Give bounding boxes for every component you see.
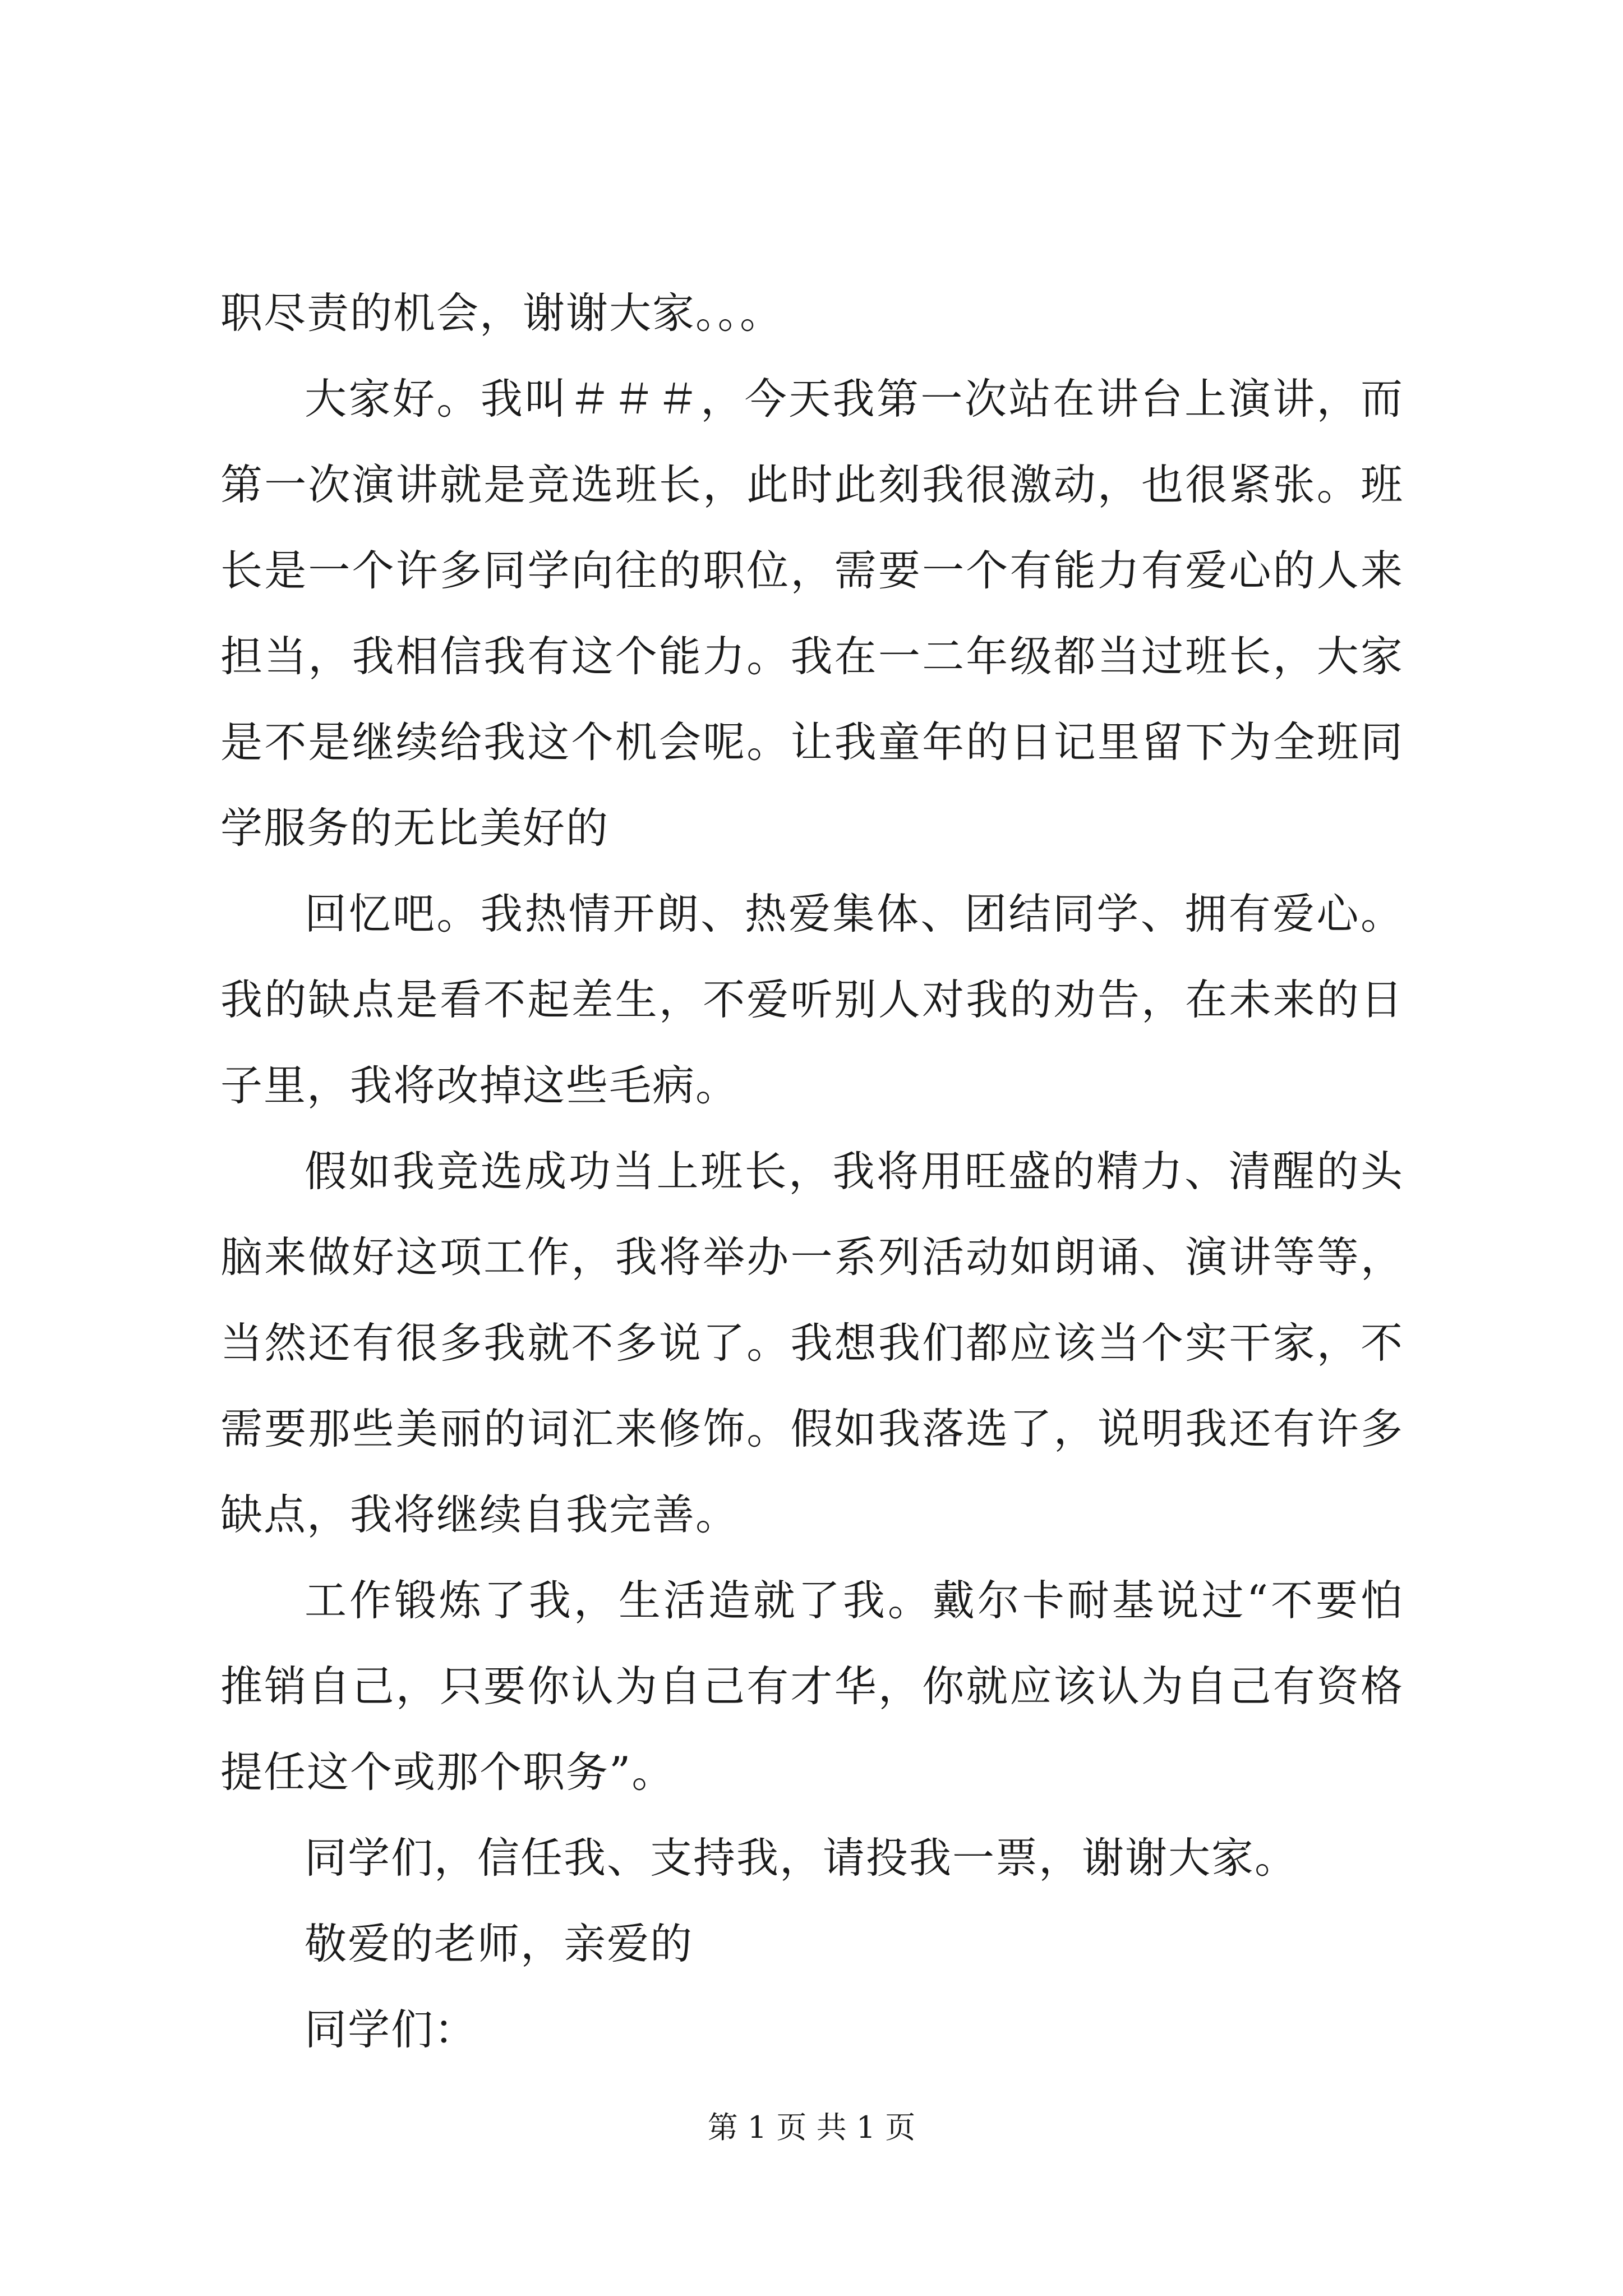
paragraph-introduction: 大家好。我叫＃＃＃，今天我第一次站在讲台上演讲，而第一次演讲就是竞选班长，此时此刻我很激动，也很紧张。班长是一个许多同学向往的职位，需要一个有能力有爱心的人来担当，我相信我有这个能力。我在一二年级都当过班长，大家是不是继续给我这个机会呢。让我童年的日记里留下为全班同学服务的无比美好的 bbox=[220, 374, 1404, 853]
paragraph-salutation: 敬爱的老师，亲爱的 bbox=[305, 1919, 694, 1968]
paragraph-strengths: 回忆吧。我热情开朗、热爱集体、团结同学、拥有爱心。我的缺点是看不起差生，不爱听别人对我的劝告，在未来的日子里，我将改掉这些毛病。 bbox=[220, 889, 1404, 1110]
paragraph-closing: 同学们，信任我、支持我，请投我一票，谢谢大家。 bbox=[305, 1833, 1298, 1883]
paragraph-salutation-continued: 同学们： bbox=[305, 2005, 478, 2054]
paragraph-continuation: 职尽责的机会，谢谢大家。。。 bbox=[220, 288, 783, 338]
page-footer: 第 1 页 共 1 页 bbox=[707, 2110, 916, 2145]
paragraph-plans: 假如我竞选成功当上班长，我将用旺盛的精力、清醒的头脑来做好这项工作，我将举办一系列活动如朗诵、演讲等等，当然还有很多我就不多说了。我想我们都应该当个实干家，不需要那些美丽的词汇来修饰。假如我落选了，说明我还有许多缺点，我将继续自我完善。 bbox=[220, 1147, 1404, 1539]
document-body bbox=[220, 270, 1404, 2073]
paragraph-quote: 工作锻炼了我，生活造就了我。戴尔卡耐基说过“不要怕推销自己，只要你认为自己有才华，你就应该认为自己有资格提任这个或那个职务”。 bbox=[220, 1576, 1404, 1797]
